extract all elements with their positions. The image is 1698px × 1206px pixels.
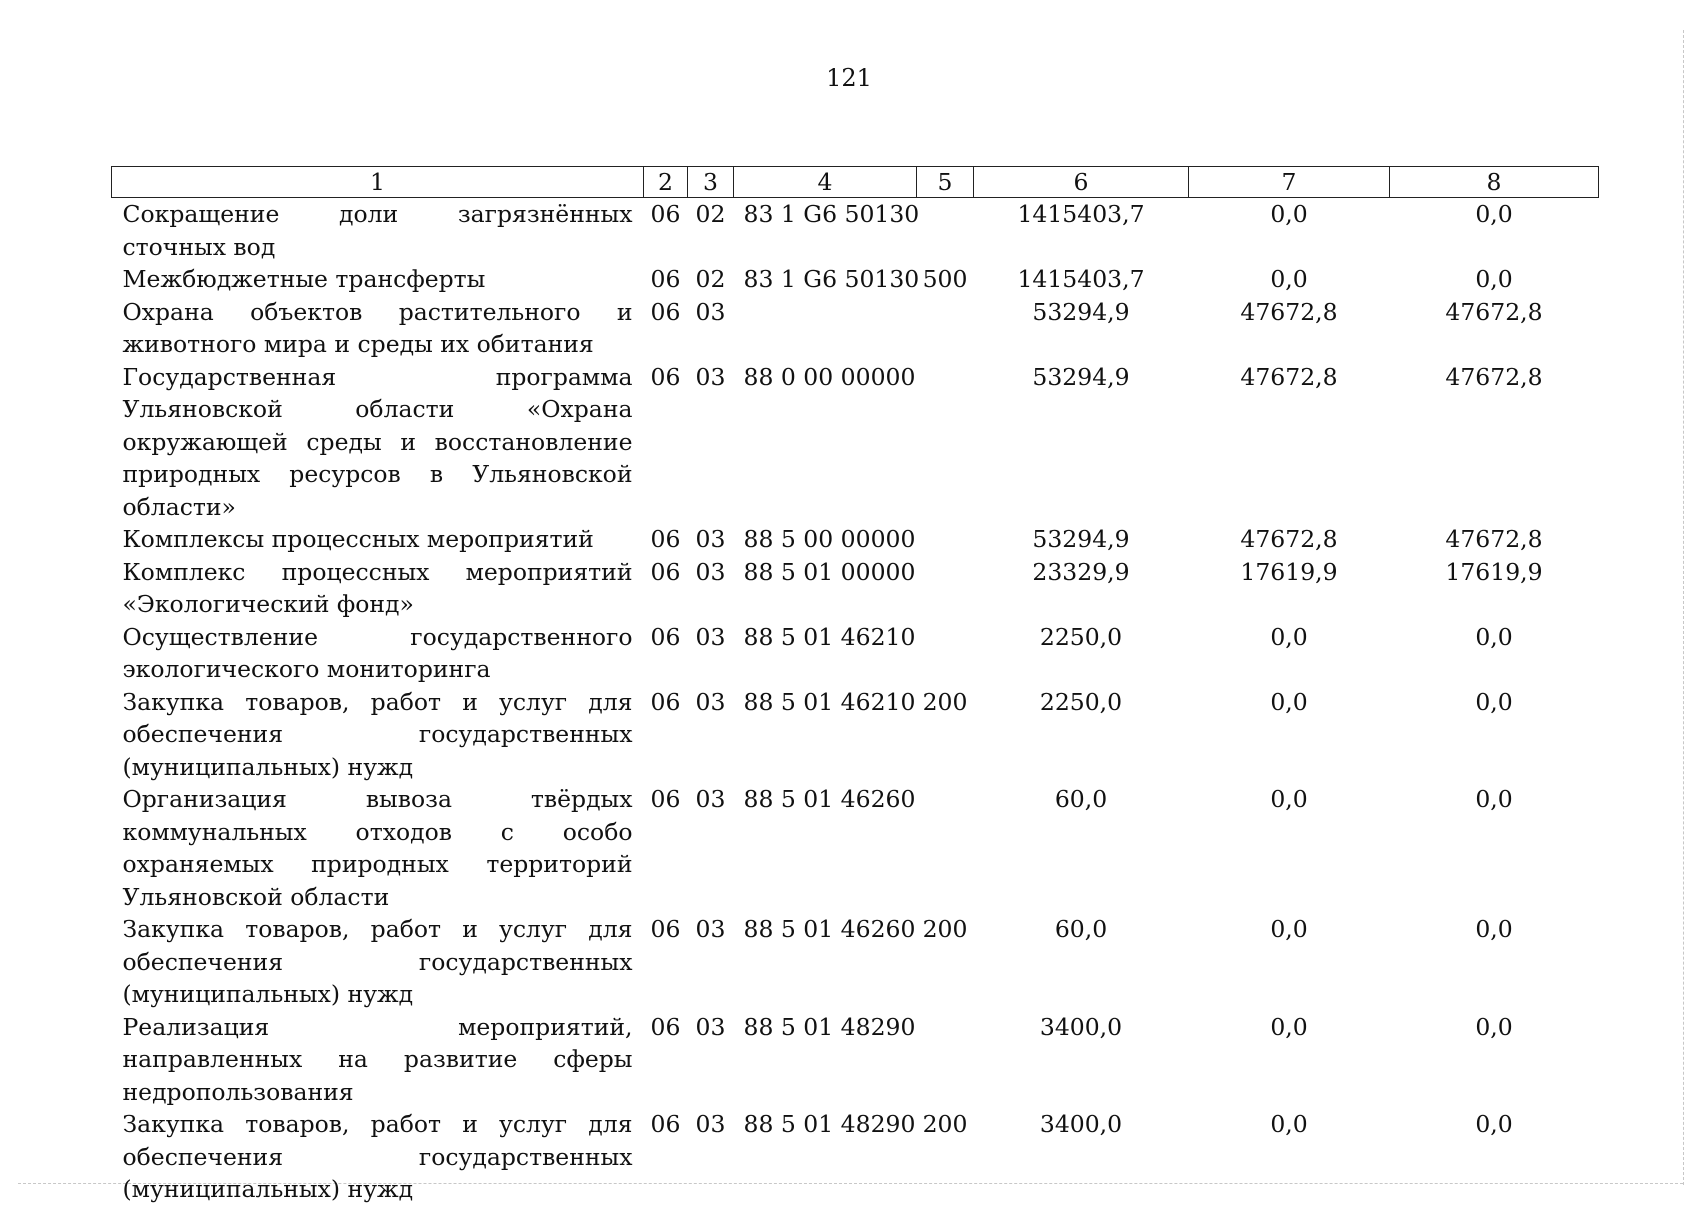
subsection-code: 03 [695,557,726,586]
expense-type-code [917,621,974,686]
table-row [112,263,1599,296]
section-code: 06 [650,200,681,228]
header-col-7: 7 [1189,167,1390,198]
section-code: 06 [650,785,681,813]
expense-type-code: 200 [922,1110,968,1138]
table-row [112,1011,1599,1109]
target-article-code: 88 5 01 46260 [743,785,916,813]
target-article-code: 88 5 01 46210 [743,622,916,651]
row-name: Закупка товаров, работ и услуг для обеспечения государственных (муниципальных) нужд [122,687,633,781]
expense-type-code: 200 [922,687,968,716]
amount-col-6: 2250,0 [1039,622,1123,651]
subsection-code: 03 [695,297,726,326]
amount-col-6: 53294,9 [1032,525,1130,553]
row-name: Сокращение доли загрязнённых сточных вод [122,200,633,261]
table-row [112,361,1599,524]
subsection-code: 03 [695,622,726,651]
section-code: 06 [650,622,681,651]
amount-col-6: 1415403,7 [1017,200,1145,228]
target-article-code: 88 5 01 48290 [743,1012,916,1041]
page-number: 121 [826,64,872,92]
header-col-4: 4 [734,167,917,198]
scan-border-right [1683,30,1684,1185]
section-code: 06 [650,557,681,586]
amount-col-8: 0,0 [1475,915,1513,943]
header-col-3: 3 [688,167,734,198]
row-name: Закупка товаров, работ и услуг для обеспечения государственных (муниципальных) нужд [122,1110,633,1203]
amount-col-7: 0,0 [1270,1012,1308,1041]
amount-col-7: 47672,8 [1240,362,1338,391]
amount-col-6: 53294,9 [1032,297,1130,326]
expense-type-code [917,361,974,524]
table-row [112,556,1599,621]
section-code: 06 [650,297,681,326]
subsection-code: 03 [695,1012,726,1041]
row-name: Организация вывоза твёрдых коммунальных отходов с особо охраняемых природных территорий Ульяновской области [122,785,633,911]
expense-type-code [917,198,974,264]
table-body [112,198,1599,1206]
table-row [112,1108,1599,1206]
amount-col-6: 60,0 [1054,915,1108,943]
amount-col-7: 0,0 [1270,687,1308,716]
amount-col-7: 47672,8 [1240,297,1338,326]
header-col-6: 6 [974,167,1189,198]
table-row [112,523,1599,556]
section-code: 06 [650,1012,681,1041]
row-name: Охрана объектов растительного и животного мира и среды их обитания [122,297,633,358]
subsection-code: 03 [695,915,726,943]
subsection-code: 02 [695,200,726,228]
amount-col-6: 60,0 [1054,785,1108,813]
amount-col-7: 0,0 [1270,200,1308,228]
section-code: 06 [650,362,681,391]
amount-col-8: 0,0 [1475,265,1513,293]
amount-col-6: 1415403,7 [1017,265,1145,293]
target-article-code: 88 5 01 00000 [743,557,916,586]
target-article-code: 83 1 G6 50130 [743,200,920,228]
table-row [112,621,1599,686]
expense-type-code [917,296,974,361]
amount-col-7: 17619,9 [1240,557,1338,586]
subsection-code: 03 [695,1110,726,1138]
table-header [112,167,1599,198]
amount-col-7: 0,0 [1270,622,1308,651]
subsection-code: 03 [695,362,726,391]
amount-col-7: 0,0 [1270,1110,1308,1138]
expense-type-code [917,783,974,913]
row-name: Закупка товаров, работ и услуг для обеспечения государственных (муниципальных) нужд [122,915,633,1008]
amount-col-8: 47672,8 [1445,525,1543,553]
target-article-code: 88 5 00 00000 [743,525,916,553]
subsection-code: 03 [695,525,726,553]
subsection-code: 03 [695,785,726,813]
section-code: 06 [650,1110,681,1138]
amount-col-7: 0,0 [1270,915,1308,943]
amount-col-8: 17619,9 [1445,557,1543,586]
amount-col-6: 3400,0 [1039,1012,1123,1041]
row-name: Государственная программа Ульяновской области «Охрана окружающей среды и восстановление природных ресурсов в Ульяновской области» [122,362,633,521]
target-article-code: 88 5 01 48290 [743,1110,916,1138]
header-col-5: 5 [917,167,974,198]
header-row [112,167,1599,198]
row-name: Осуществление государственного экологического мониторинга [122,622,633,683]
amount-col-6: 23329,9 [1032,557,1130,586]
section-code: 06 [650,915,681,943]
section-code: 06 [650,525,681,553]
target-article-code: 88 5 01 46260 [743,915,916,943]
expense-type-code: 200 [922,915,968,943]
subsection-code: 03 [695,687,726,716]
row-name: Комплекс процессных мероприятий «Экологический фонд» [122,557,633,618]
amount-col-7: 47672,8 [1240,525,1338,553]
amount-col-8: 47672,8 [1445,297,1543,326]
table-row [112,296,1599,361]
expense-type-code: 500 [922,265,968,293]
subsection-code: 02 [695,265,726,293]
table-row [112,198,1599,264]
table-row [112,686,1599,784]
expense-type-code [917,1011,974,1109]
expense-type-code [917,523,974,556]
amount-col-8: 47672,8 [1445,362,1543,391]
amount-col-6: 53294,9 [1032,362,1130,391]
row-name: Реализация мероприятий, направленных на развитие сферы недропользования [122,1012,633,1106]
target-article-code: 83 1 G6 50130 [743,265,920,293]
table-row [112,783,1599,913]
target-article-code: 88 0 00 00000 [743,362,916,391]
header-col-8: 8 [1390,167,1599,198]
amount-col-8: 0,0 [1475,1110,1513,1138]
amount-col-7: 0,0 [1270,785,1308,813]
budget-table [111,166,1599,1206]
amount-col-8: 0,0 [1475,200,1513,228]
section-code: 06 [650,265,681,293]
section-code: 06 [650,687,681,716]
amount-col-6: 2250,0 [1039,687,1123,716]
amount-col-8: 0,0 [1475,687,1513,716]
target-article-code: 88 5 01 46210 [743,687,916,716]
header-col-1: 1 [112,167,644,198]
row-name: Межбюджетные трансферты [122,265,486,293]
target-article-code [734,296,917,361]
header-col-2: 2 [644,167,688,198]
amount-col-8: 0,0 [1475,622,1513,651]
expense-type-code [917,556,974,621]
table-row [112,913,1599,1011]
row-name: Комплексы процессных мероприятий [122,525,594,553]
amount-col-8: 0,0 [1475,1012,1513,1041]
amount-col-6: 3400,0 [1039,1110,1123,1138]
amount-col-8: 0,0 [1475,785,1513,813]
amount-col-7: 0,0 [1270,265,1308,293]
